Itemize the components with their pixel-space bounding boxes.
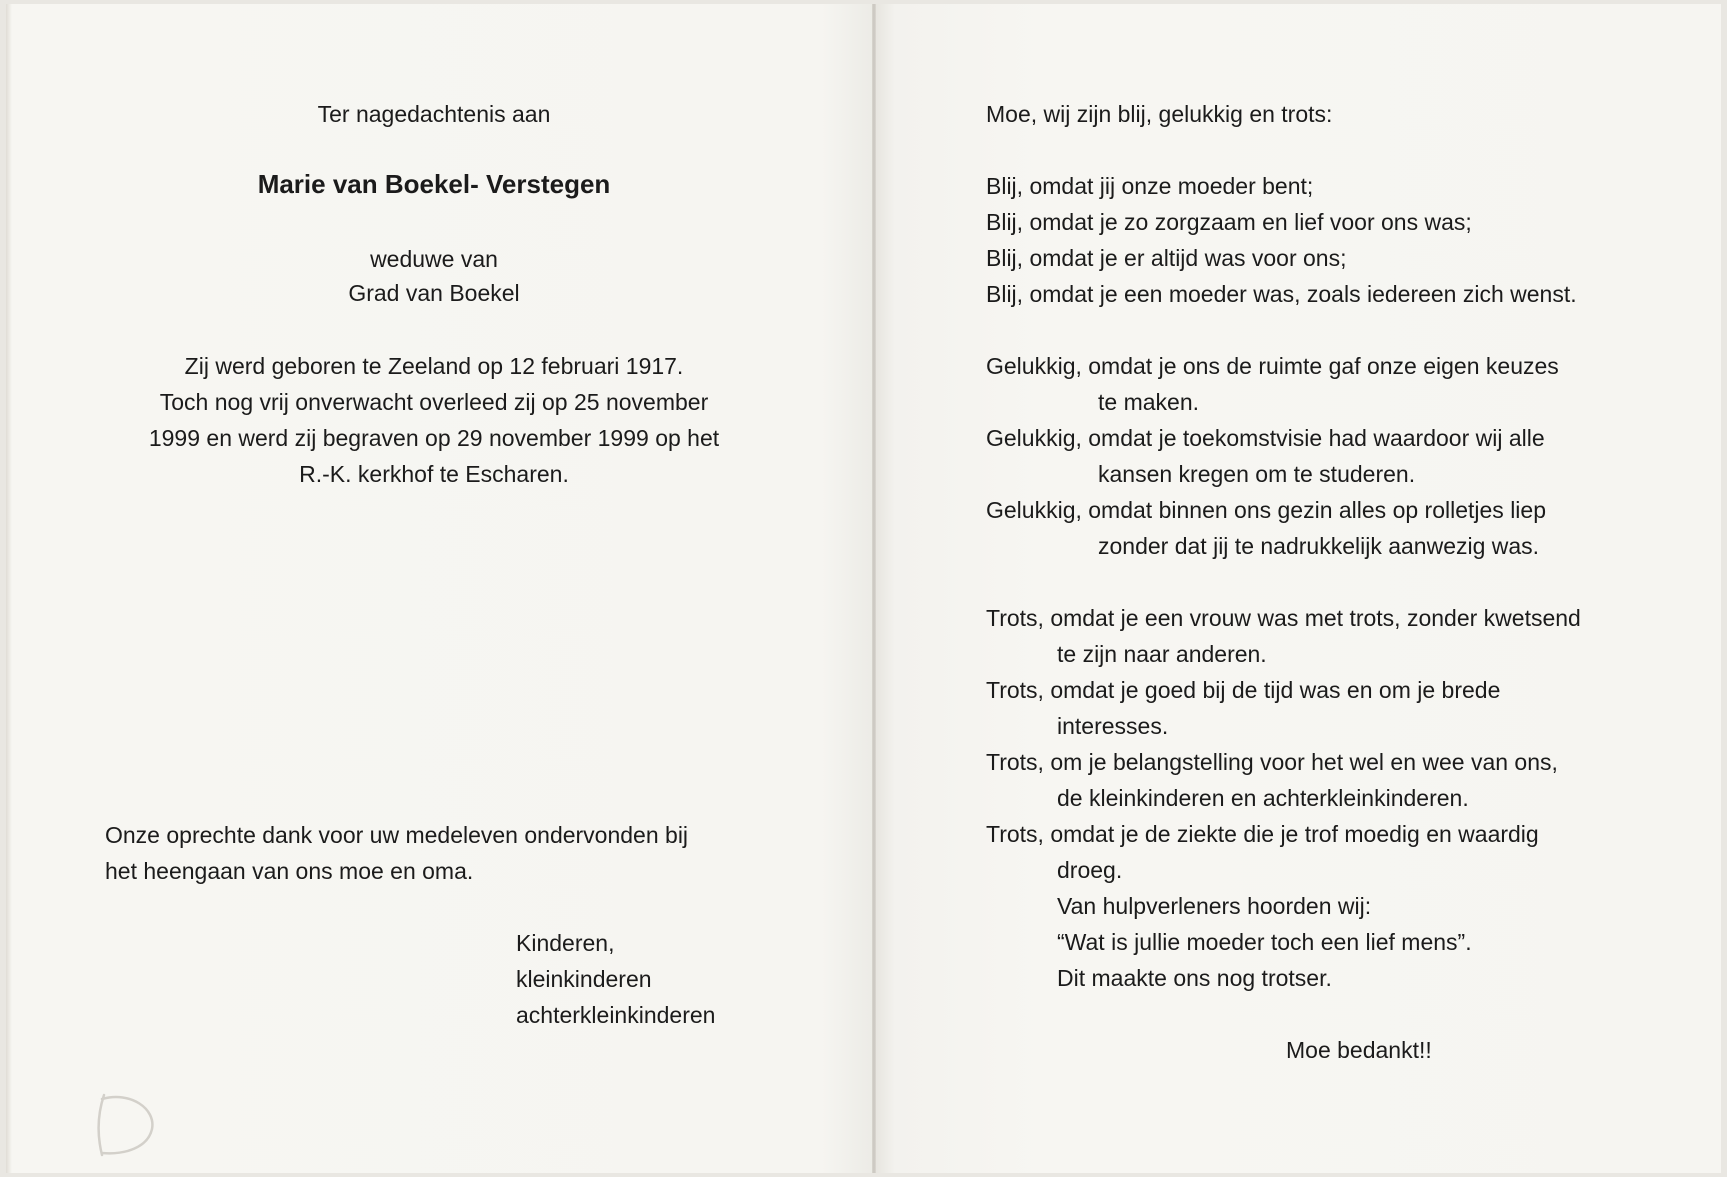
poem-line-continued: kansen kregen om te studeren.	[1098, 461, 1416, 487]
deceased-name: Marie van Boekel- Verstegen	[257, 169, 611, 199]
bio-line: 1999 en werd zij begraven op 29 november 1999 op het	[148, 425, 720, 451]
poem-line: Gelukkig, omdat binnen ons gezin alles op rolletjes liep	[986, 497, 1546, 523]
poem-line: Trots, omdat je de ziekte die je trof moedig en waardig	[986, 821, 1539, 847]
poem-opening: Moe, wij zijn blij, gelukkig en trots:	[986, 101, 1333, 127]
poem-line: Blij, omdat je zo zorgzaam en lief voor ons was;	[986, 209, 1472, 235]
bio-line: Zij werd geboren te Zeeland op 12 februari 1917.	[184, 353, 684, 379]
poem-line: Blij, omdat je een moeder was, zoals iedereen zich wenst.	[986, 281, 1577, 307]
poem-line: Gelukkig, omdat je toekomstvisie had waardoor wij alle	[986, 425, 1545, 451]
widow-of-text: weduwe van	[370, 246, 498, 272]
poem-line: Trots, om je belangstelling voor het wel en wee van ons,	[986, 749, 1558, 775]
poem-line: Blij, omdat jij onze moeder bent;	[986, 173, 1314, 199]
signature-line: achterkleinkinderen	[516, 1002, 716, 1028]
signature-line: Kinderen,	[516, 930, 615, 956]
poem-line: Gelukkig, omdat je ons de ruimte gaf onze eigen keuzes	[986, 353, 1559, 379]
signature-line: kleinkinderen	[516, 966, 652, 992]
poem-line-continued: de kleinkinderen en achterkleinkinderen.	[1057, 785, 1469, 811]
bio-line: R.-K. kerkhof te Escharen.	[299, 461, 569, 487]
poem-line: Trots, omdat je goed bij de tijd was en om je brede	[986, 677, 1501, 703]
right-page	[874, 4, 1721, 1173]
poem-line-continued: zonder dat jij te nadrukkelijk aanwezig was.	[1098, 533, 1540, 559]
memorial-card	[6, 4, 1721, 1173]
left-page	[6, 4, 874, 1173]
pencil-mark-icon	[86, 1089, 166, 1159]
thanks-line: Onze oprechte dank voor uw medeleven ondervonden bij	[105, 822, 689, 848]
poem-line-continued: te zijn naar anderen.	[1057, 641, 1267, 667]
poem-line-continued: te maken.	[1098, 389, 1199, 415]
husband-name: Grad van Boekel	[348, 280, 520, 306]
poem-line: Blij, omdat je er altijd was voor ons;	[986, 245, 1347, 271]
poem-line-continued: Dit maakte ons nog trotser.	[1057, 965, 1332, 991]
thanks-line: het heengaan van ons moe en oma.	[105, 858, 474, 884]
poem-line-continued: Van hulpverleners hoorden wij:	[1057, 893, 1372, 919]
poem-closing: Moe bedankt!!	[1286, 1037, 1432, 1063]
poem-line-continued: droeg.	[1057, 857, 1123, 883]
card-fold	[872, 4, 876, 1173]
bio-line: Toch nog vrij onverwacht overleed zij op 25 november	[159, 389, 709, 415]
poem-line-continued: interesses.	[1057, 713, 1169, 739]
poem-line-continued: “Wat is jullie moeder toch een lief mens”.	[1057, 929, 1472, 955]
intro-text: Ter nagedachtenis aan	[317, 101, 551, 127]
poem-line: Trots, omdat je een vrouw was met trots, zonder kwetsend	[986, 605, 1581, 631]
